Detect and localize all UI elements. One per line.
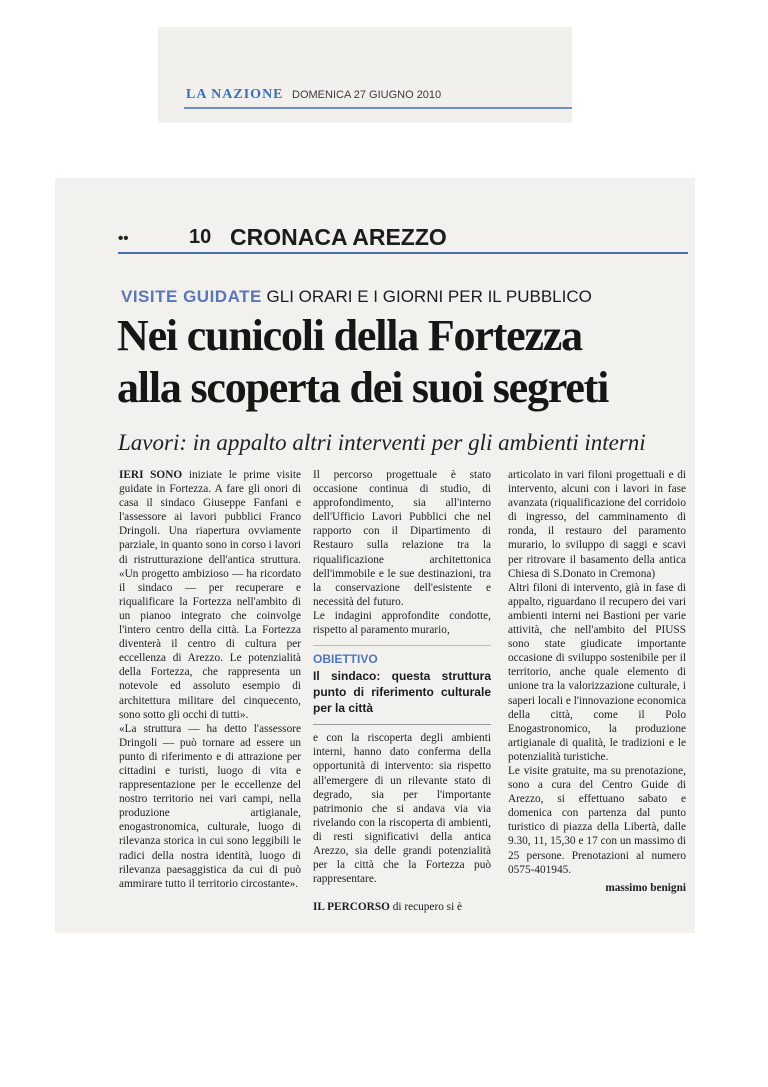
paragraph: Altri filoni di intervento, già in fase di appalto, riguardano il recupero dei vari ambienti interni nei Bastioni per varie attività, che nell'ambito del PIUSS sono state giudicate importante occasione di sviluppo sostenibile per il territorio, anche quale elemento di unione tra la valorizzazione culturale, i saperi locali e l'innovazione economica della città, come il Polo Enogastronomico, la produzione artigianale di qualità, le tradizioni e le potenzialità turistiche. xyxy=(508,581,686,763)
article-clipping xyxy=(55,178,695,933)
paragraph: Le indagini approfondite condotte, rispetto al paramento murario, xyxy=(313,609,491,637)
pull-quote-text: Il sindaco: questa struttura punto di riferimento culturale per la città xyxy=(313,669,491,716)
paragraph: IERI SONO iniziate le prime visite guidate in Fortezza. A fare gli onori di casa il sindaco Giuseppe Fanfani e l'assessore ai lavori pubblici Franco Dringoli. Una riapertura ovviamente parziale, in quanto sono in corso i lavori di ristrutturazione dell'antica struttura. «Un progetto ambizioso — ha ricordato il sindaco — per recuperare e riqualificare la Fortezza nell'ambito di un pianoo integrato che coinvolge l'intero centro della città. La Fortezza diventerà il centro di cultura per eccellenza di Arezzo. Le potenzialità della Fortezza, che rappresenta un notevole ed assoluto esempio di architettura militare del cinquecento, sono sotto gli occhi di tutti». xyxy=(119,469,301,721)
lead-in: IERI SONO xyxy=(119,469,183,481)
column-3 xyxy=(508,468,686,895)
headline-line2: alla scoperta dei suoi segreti xyxy=(117,363,609,412)
header-clipping xyxy=(158,27,572,123)
paragraph: «La struttura — ha detto l'assessore Dringoli — può tornare ad essere un punto di riferimento e di attrazione per cittadini e turisti, luogo di vita e rappresentazione per le eccellenze del nostro territorio nei vari campi, nella produzione artigianale, enogastronomica, culturale, luogo di rilevanza storica in cui sono leggibili le radici della nostra identità, luogo di rilevanza paesaggistica da cui di può ammirare tutto il territorio circostante». xyxy=(119,722,301,890)
headline-line1: Nei cunicoli della Fortezza xyxy=(117,311,582,360)
paragraph: Il percorso progettuale è stato occasione continua di studio, di approfondimento, sia all'interno dell'Ufficio Lavori Pubblici che nel rapporto con il Dipartimento di Restauro sulla relazione tra la riqualificazione architettonica dell'immobile e le sue destinazioni, tra la conservazione dell'esistente e necessità del futuro. xyxy=(313,469,491,608)
pull-quote-tag: OBIETTIVO xyxy=(313,652,378,667)
column-1 xyxy=(119,468,301,891)
column-2 xyxy=(313,468,491,914)
kicker xyxy=(121,287,592,307)
paragraph: IL PERCORSO di recupero si è xyxy=(313,901,463,914)
page-number: 10 xyxy=(189,226,212,248)
header-rule xyxy=(184,107,572,109)
lead-in: IL PERCORSO xyxy=(313,901,390,914)
paragraph: Le visite gratuite, ma su prenotazione, sono a cura del Centro Guide di Arezzo, si effettuano sabato e domenica con partenza dal punto turistico di piazza della Libertà, dalle 9.30, 11, 15,30 e 17 con un massimo di 25 persone. Prenotazioni al numero 0575-401945. xyxy=(508,764,686,876)
section-rule xyxy=(118,252,688,254)
headline xyxy=(117,310,692,414)
paragraph: e con la riscoperta degli ambienti interni, hanno dato conferma della opportunità di intervento: sia rispetto all'emergere di un rilevante stato di degrado, sia per l'importante patrimonio che si andava via via rivelando con la riscoperta di ambienti, di resti significativi della antica Arezzo, sia delle grandi potenzialità per la città che la Fortezza può rappresentare. xyxy=(313,732,491,886)
section-title: CRONACA AREZZO xyxy=(230,224,447,250)
section-dots: •• xyxy=(118,230,129,247)
kicker-text: GLI ORARI E I GIORNI PER IL PUBBLICO xyxy=(266,287,592,306)
pull-quote-box xyxy=(313,645,491,725)
paragraph: articolato in vari filoni progettuali e di intervento, alcuni con i lavori in fase avanzata (riqualificazione del corridoio di ingresso, del camminamento di ronda, il restauro del paramento murario, lo sviluppo di saggi e scavi per ritrovare il basamento della antica Chiesa di S.Donato in Cremona) xyxy=(508,469,686,580)
author-signature: massimo benigni xyxy=(605,881,686,894)
masthead: LA NAZIONE xyxy=(186,87,284,102)
subheadline: Lavori: in appalto altri interventi per gli ambienti interni xyxy=(118,430,646,455)
kicker-label: VISITE GUIDATE xyxy=(121,287,262,306)
publication-date: DOMENICA 27 GIUGNO 2010 xyxy=(292,89,442,101)
